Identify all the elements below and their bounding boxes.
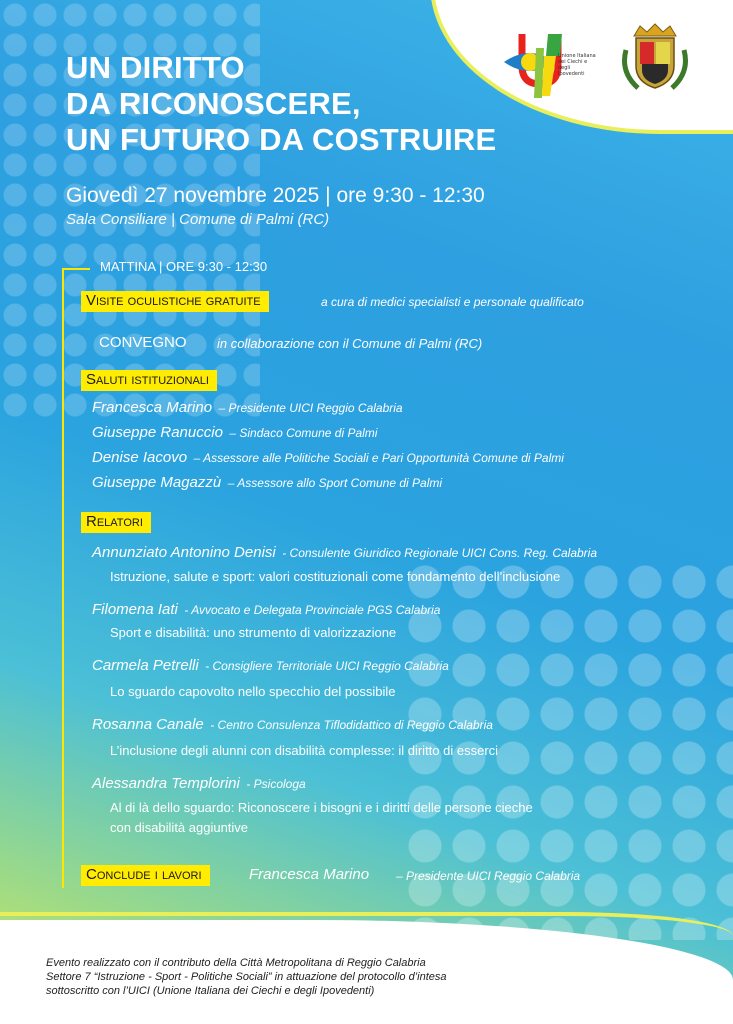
speaker-name: Alessandra Templorini [92,775,240,792]
footer-line: Settore 7 “Istruzione - Sport - Politiche Sociali” in attuazione del protocollo d’intesa [46,971,447,983]
speaker-role: - Avvocato e Delegata Provinciale PGS Calabria [184,603,441,617]
footer-line: sottoscritto con l’UICI (Unione Italiana dei Ciechi e degli Ipovedenti) [46,985,375,997]
person-name: Giuseppe Magazzù [92,474,222,491]
talk-title-line: Al di là dello sguardo: Riconoscere i bisogni e i diritti delle persone cieche [110,800,533,815]
convegno-heading: CONVEGNO [99,334,187,351]
title-line: DA RICONOSCERE, [66,86,361,121]
event-date: Giovedì 27 novembre 2025 | ore 9:30 - 12:30 [66,184,485,207]
talk-title: L’inclusione degli alunni con disabilità complesse: il diritto di esserci [110,743,499,758]
title-line: UN FUTURO DA COSTRUIRE [66,122,497,157]
talk-title: Lo sguardo capovolto nello specchio del possibile [110,684,396,699]
speaker-role: - Consigliere Territoriale UICI Reggio Calabria [205,659,449,673]
relatori-heading: Relatori [81,512,151,533]
list-item [92,601,440,619]
speaker-name: Carmela Petrelli [92,657,199,674]
list-item [92,449,564,467]
visite-note: a cura di medici specialisti e personale qualificato [321,295,584,309]
person-role: – Assessore allo Sport Comune di Palmi [227,476,443,490]
timeline-divider [62,268,90,270]
session-time: MATTINA | ORE 9:30 - 12:30 [100,259,268,274]
person-name: Giuseppe Ranuccio [92,424,223,441]
conclude-name: Francesca Marino [249,866,370,883]
talk-title-line: con disabilità aggiuntive [110,820,249,835]
list-item [92,399,403,417]
convegno-note: in collaborazione con il Comune di Palmi (RC) [217,336,483,351]
person-role: – Presidente UICI Reggio Calabria [218,401,403,415]
speaker-name: Annunziato Antonino Denisi [92,544,276,561]
list-item [92,716,493,734]
palmi-crest-icon [620,22,690,94]
person-role: – Assessore alle Politiche Sociali e Pari Opportunità Comune di Palmi [193,451,564,465]
list-item [92,775,306,793]
person-name: Denise Iacovo [92,449,188,466]
list-item [92,424,377,442]
uici-logo-text: Unione Italiana dei Ciechi e degli Ipovedenti [558,53,596,77]
saluti-heading: Saluti istituzionali [81,370,217,391]
speaker-name: Rosanna Canale [92,716,204,733]
conclude-heading: Conclude i lavori [81,865,210,886]
page-title [66,50,496,158]
footer-credits [46,956,447,998]
speaker-role: - Centro Consulenza Tiflodidattico di Reggio Calabria [210,718,493,732]
title-line: UN DIRITTO [66,50,245,85]
person-name: Francesca Marino [92,399,213,416]
event-venue: Sala Consiliare | Comune di Palmi (RC) [66,211,330,228]
timeline-divider [62,268,64,888]
footer-line: Evento realizzato con il contributo della Città Metropolitana di Reggio Calabria [46,957,426,969]
person-role: – Sindaco Comune di Palmi [229,426,378,440]
visite-heading: Visite oculistiche gratuite [81,291,269,312]
talk-title: Istruzione, salute e sport: valori costituzionali come fondamento dell’inclusione [110,569,561,584]
talk-title: Sport e disabilità: uno strumento di valorizzazione [110,625,397,640]
list-item [92,544,597,562]
speaker-name: Filomena Iati [92,601,178,618]
list-item [92,474,442,492]
speaker-role: - Consulente Giuridico Regionale UICI Cons. Reg. Calabria [282,546,598,560]
list-item [92,657,449,675]
conclude-role: – Presidente UICI Reggio Calabria [396,869,581,883]
speaker-role: - Psicologa [246,777,306,791]
